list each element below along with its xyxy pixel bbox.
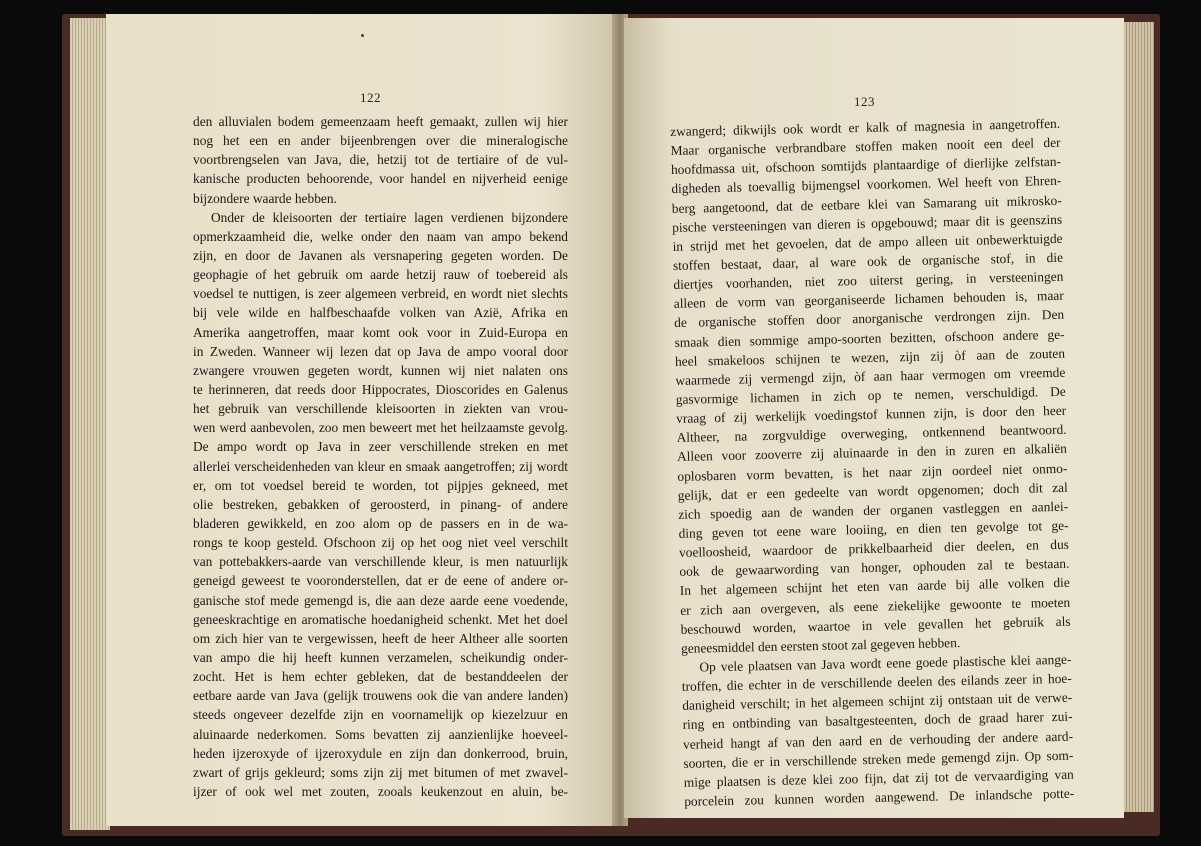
text-line: ganische stof mede gemengd is, die aan deze aarde eene voedende,: [193, 592, 568, 608]
text-line: vraag of zij werkelijk voedingstof kunnen zijn, is door den heer: [676, 402, 1067, 427]
text-line: gasvormige lichamen in zich op te nemen, verschuldigd. De: [675, 383, 1066, 407]
text-line: geneesmiddel den eersten stoot zal gegeven hebben.: [680, 634, 961, 656]
left-page-text: [193, 112, 568, 801]
text-line: alleen de vorm van georganiseerde lichamen behouden is, maar: [673, 288, 1064, 312]
text-line: rongs te koop gesteld. Ofschoon zij op het oog niet veel verschilt: [193, 535, 568, 551]
text-line: Onder de kleisoorten der tertiaire lagen verdienen bijzondere: [211, 209, 568, 225]
page-number-left: 122: [360, 90, 381, 105]
text-line: voortbrengselen van Java, die, hetzij tot de tertiaire of de vul-: [193, 152, 568, 168]
text-line: bijzondere waarde hebben.: [193, 190, 337, 206]
page-edges-left: [70, 18, 110, 830]
text-line: te herinneren, dat reeds door Hippocrates, Dioscorides en Galenus: [193, 381, 568, 397]
text-line: geophagie of het gebruik om aarde hetzij rauw of toebereid als: [193, 267, 568, 283]
text-line: Altheer, na zorgvuldige overweging, ontkennend beantwoord.: [676, 422, 1067, 446]
text-line: in strijd met het gevoelen, dat de ampo alleen uit onbewerktuigde: [672, 230, 1063, 254]
text-line: digheden als toevallig bijmengsel voorkomen. Wel heeft von Ehren-: [671, 173, 1062, 197]
text-line: pische versteeningen van dieren is opgebouwd; maar dit is geenszins: [672, 211, 1063, 235]
text-line: nog het een en ander bijeenbrengen over die mineralogische: [193, 133, 568, 149]
text-line: aluinaarde nederkomen. Soms bevatten zij aanzienlijke hoeveel-: [193, 726, 568, 742]
text-line: Op vele plaatsen van Java wordt eene goede plastische klei aange-: [699, 651, 1072, 675]
text-line: in Zweden. Wanneer wij lezen dat op Java de ampo vooral door: [193, 343, 568, 359]
text-line: troffen, die echter in de verschillende deelen des eilands zeer in hoe-: [681, 670, 1072, 694]
text-line: zijn, en door de Javanen als versnapering gegeten worden. De: [193, 247, 568, 263]
text-line: van ampo die hij heeft kunnen verzamelen, scheikundig onder-: [193, 649, 568, 665]
text-line: ring en ontbinding van basaltgesteenten, doch de graad harer zui-: [682, 709, 1073, 733]
text-line: er, om tot voedsel bereid te worden, tot pijpjes gekneed, met: [193, 477, 568, 493]
text-line: geneigd geweest te vooronderstellen, dat er de eene of andere or-: [193, 573, 568, 589]
text-line: zocht. Het is hem echter gebleken, dat de bestanddeelen der: [193, 669, 568, 685]
text-line: soorten, die er in verschillende streken mede gemengd zijn. Op som-: [683, 747, 1074, 771]
text-line: berg aangetoond, dat de eetbare klei van Samarang uit mikrosko-: [671, 192, 1062, 216]
text-line: hoofdmassa uit, ofschoon somtijds plantaardige of dierlijke zelfstan-: [670, 154, 1062, 178]
text-line: olie bestreken, gebakken of geroosterd, in pinang- of andere: [193, 496, 568, 512]
left-page: [106, 14, 618, 826]
text-line: ook de gewaarwording van honger, ophouden zal te bestaan.: [679, 555, 1070, 580]
text-line: gelijk, dat er een gedeelte van wordt opgenomen; doch dit zal: [677, 479, 1068, 503]
text-line: ding geven tot eene ware looiing, en dien ten gevolge tot ge-: [678, 517, 1069, 541]
text-line: ijzer of ook wel met zouten, zooals keukenzout en aluin, be-: [193, 783, 568, 799]
text-line: kanische producten behoorende, voor handel en nijverheid eenige: [193, 171, 568, 187]
text-line: stoffen bestaat, daar, al ware ook de organische stof, in die: [672, 249, 1064, 273]
text-line: beschouwd worden, waartoe in vele gevallen het gebruik als: [680, 613, 1071, 637]
text-line: voelloosheid, waardoor de prikkelbaarheid dier deelen, en dus: [678, 536, 1070, 560]
text-line: zich spoedig aan de wanden der organen vastleggen en aanlei-: [678, 498, 1069, 522]
text-line: zwangerd; dikwijls ook wordt er kalk of magnesia in aangetroffen.: [670, 115, 1061, 139]
text-line: wen werd aanbevolen, zoo men beweert met het heilzaamste gevolg.: [193, 420, 568, 436]
text-line: oplosbaren vorm bevatten, is het naar zijn oordeel niet onmo-: [677, 460, 1068, 484]
text-line: verheid hangt af van den aard en de verhouding der andere aard-: [682, 728, 1074, 752]
text-line: zwart of grijs gekleurd; soms zijn zij met bitumen of met zwavel-: [193, 764, 568, 780]
text-line: eetbare aarde van Java (gelijk trouwens ook die van andere landen): [193, 688, 568, 704]
text-line: den alluvialen bodem gemeenzaam heeft gemaakt, zullen wij hier: [193, 114, 568, 129]
text-line: heel smakeloos schijnen te wezen, zijn zij òf aan de zouten: [674, 345, 1066, 369]
text-line: heden ijzeroxyde of ijzeroxydule en zijn dan donkerrood, bruin,: [193, 745, 568, 761]
text-line: opmerkzaamheid die, welke onder den naam van ampo bekend: [193, 228, 568, 244]
text-line: voedsel te nuttigen, is zeer algemeen verbreid, en wordt niet slechts: [193, 286, 568, 302]
page-number-right: 123: [854, 94, 875, 109]
text-line: diertjes voorhanden, niet zoo uiterst gering, in versteeningen: [673, 268, 1064, 293]
text-line: er zich aan overgeven, als eene ziekelijke gewoonte te moeten: [680, 594, 1071, 618]
text-line: bladeren gewikkeld, en zoo alom op de passers en in de wa-: [193, 515, 568, 531]
text-line: De ampo wordt op Java in zeer verschillende streken en met: [193, 439, 568, 455]
text-line: steeds ongeveer dezelfde zijn en voornamelijk op kiezelzuur en: [193, 707, 568, 723]
text-line: waarmede zij vermengd zijn, òf aan haar vermogen om vreemde: [675, 364, 1066, 388]
text-line: geneeskrachtige en aromatische hoedanigheid schenkt. Met het doel: [193, 611, 568, 627]
text-line: danigheid verschilt; in het algemeen schijnt zij ontstaan uit de verwe-: [682, 689, 1073, 714]
text-line: allerlei verscheidenheden van kleur en smaak aangetroffen; zij wordt: [193, 458, 568, 474]
text-line: Amerika aangetroffen, maar komt ook voor in Zuid-Europa en: [193, 324, 568, 340]
text-line: mige plaatsen is deze klei zoo fijn, dat zij tot de vervaardiging van: [683, 766, 1074, 790]
text-line: om zich hier van te vergewissen, heeft de heer Altheer alle soorten: [193, 630, 568, 646]
text-line: Maar organische verbrandbare stoffen maken nooit een deel der: [670, 134, 1061, 159]
right-page: [624, 18, 1124, 818]
ink-speck: [361, 34, 364, 37]
text-line: het gebruik van verschillende kleisoorten in ziekten van vrou-: [193, 401, 568, 417]
text-line: In het algemeen schijnt het eten van aarde bij alle volken die: [679, 575, 1070, 599]
text-line: zwangere vrouwen gegeten wordt, kunnen wij niet nalaten ons: [193, 362, 568, 378]
text-line: de organische stoffen door anorganische verdrongen zijn. Den: [674, 307, 1065, 331]
right-page-text: [670, 114, 1074, 811]
text-line: porcelein zou kunnen worden aangewend. De inlandsche potte-: [684, 785, 1075, 809]
text-line: bij vele wilde en halfbeschaafde volken van Azië, Afrika en: [193, 305, 568, 321]
text-line: smaak dien sommige ampo-soorten bezitten, ofschoon andere ge-: [674, 326, 1065, 350]
text-line: Alleen voor zooverre zij aluinaarde in den in zuren en alkaliën: [676, 441, 1068, 465]
text-line: van pottebakkers-aarde van verschillende kleur, is men natuurlijk: [193, 554, 568, 570]
